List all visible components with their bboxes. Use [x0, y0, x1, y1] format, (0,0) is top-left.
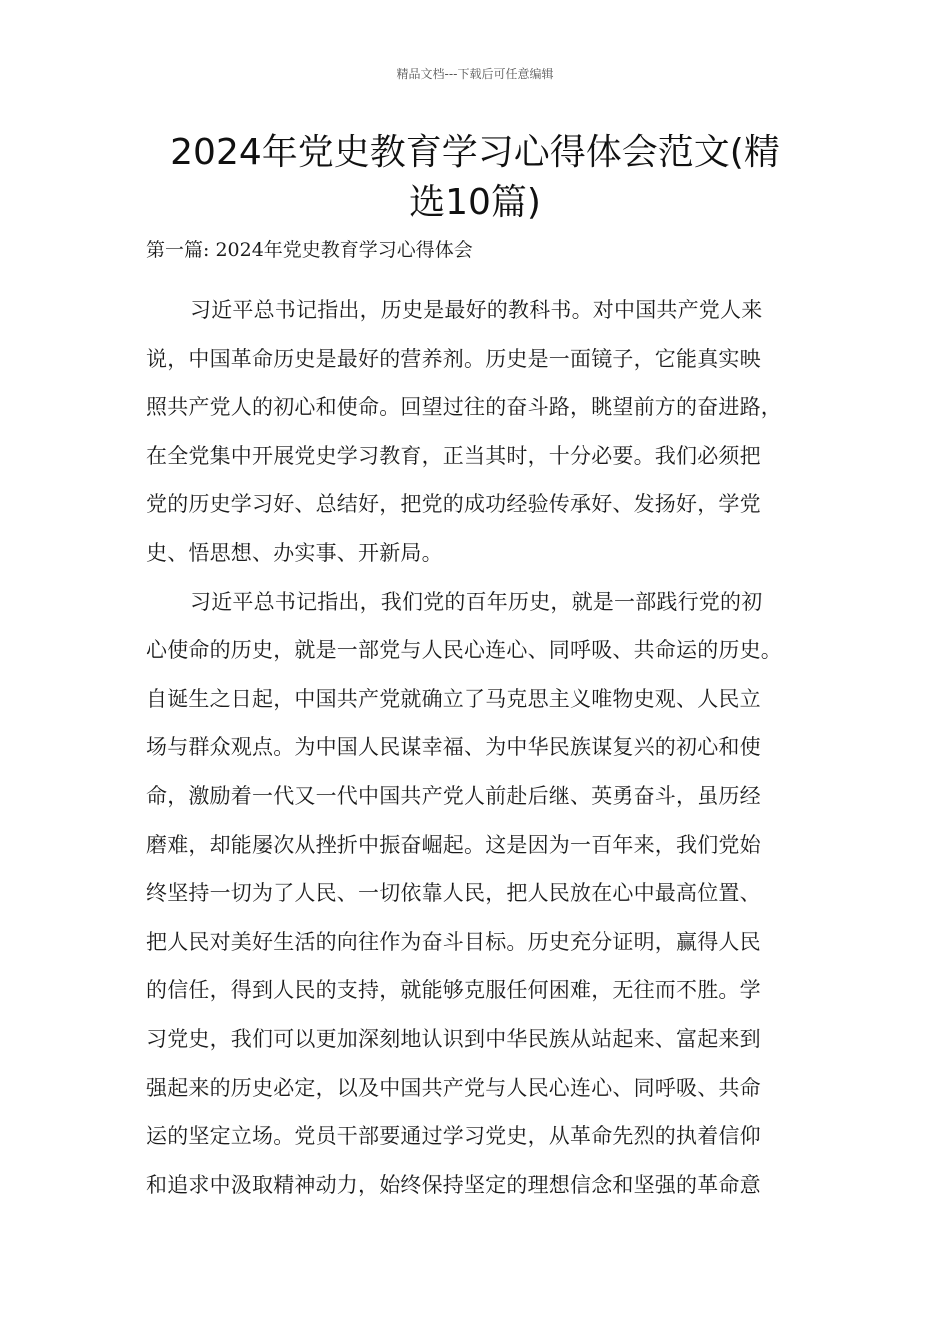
paragraph-line: 心使命的历史，就是一部党与人民心连心、同呼吸、共命运的历史。 — [146, 638, 782, 663]
paragraph-line: 强起来的历史必定，以及中国共产党与人民心连心、同呼吸、共命 — [146, 1075, 761, 1100]
paragraph-line: 和追求中汲取精神动力，始终保持坚定的理想信念和坚强的革命意 — [146, 1172, 761, 1197]
paragraph-line: 场与群众观点。为中国人民谋幸福、为中华民族谋复兴的初心和使 — [146, 735, 761, 760]
paragraph-line: 自诞生之日起，中国共产党就确立了马克思主义唯物史观、人民立 — [146, 686, 761, 711]
paragraph-line: 党的历史学习好、总结好，把党的成功经验传承好、发扬好，学党 — [146, 492, 761, 517]
paragraph-line: 的信任，得到人民的支持，就能够克服任何困难，无往而不胜。学 — [146, 978, 761, 1003]
document-body — [146, 286, 810, 1209]
paragraph-line: 史、悟思想、办实事、开新局。 — [146, 540, 443, 565]
page-header-watermark: 精品文档---下载后可任意编辑 — [396, 67, 554, 81]
paragraph-1 — [146, 286, 810, 578]
paragraph-line: 习党史，我们可以更加深刻地认识到中华民族从站起来、富起来到 — [146, 1026, 761, 1051]
paragraph-line: 命，激励着一代又一代中国共产党人前赴后继、英勇奋斗，虽历经 — [146, 783, 761, 808]
paragraph-line: 习近平总书记指出，历史是最好的教科书。对中国共产党人来 — [190, 298, 763, 322]
document-title — [130, 128, 820, 228]
section-heading: 第一篇: 2024年党史教育学习心得体会 — [146, 239, 473, 261]
paragraph-line: 说，中国革命历史是最好的营养剂。历史是一面镜子，它能真实映 — [146, 346, 761, 371]
paragraph-line: 在全党集中开展党史学习教育，正当其时，十分必要。我们必须把 — [146, 443, 761, 468]
paragraph-line: 把人民对美好生活的向往作为奋斗目标。历史充分证明，赢得人民 — [146, 929, 761, 954]
paragraph-line: 运的坚定立场。党员干部要通过学习党史，从革命先烈的执着信仰 — [146, 1124, 761, 1149]
document-title-line-1: 2024年党史教育学习心得体会范文(精 — [170, 132, 780, 173]
document-title-line-2: 选10篇) — [409, 182, 541, 223]
paragraph-line: 终坚持一切为了人民、一切依靠人民，把人民放在心中最高位置、 — [146, 881, 761, 906]
paragraph-line: 照共产党人的初心和使命。回望过往的奋斗路，眺望前方的奋进路， — [146, 395, 782, 420]
paragraph-2 — [146, 578, 810, 1210]
paragraph-line: 磨难，却能屡次从挫折中振奋崛起。这是因为一百年来，我们党始 — [146, 832, 761, 857]
paragraph-line: 习近平总书记指出，我们党的百年历史，就是一部践行党的初 — [190, 589, 763, 614]
